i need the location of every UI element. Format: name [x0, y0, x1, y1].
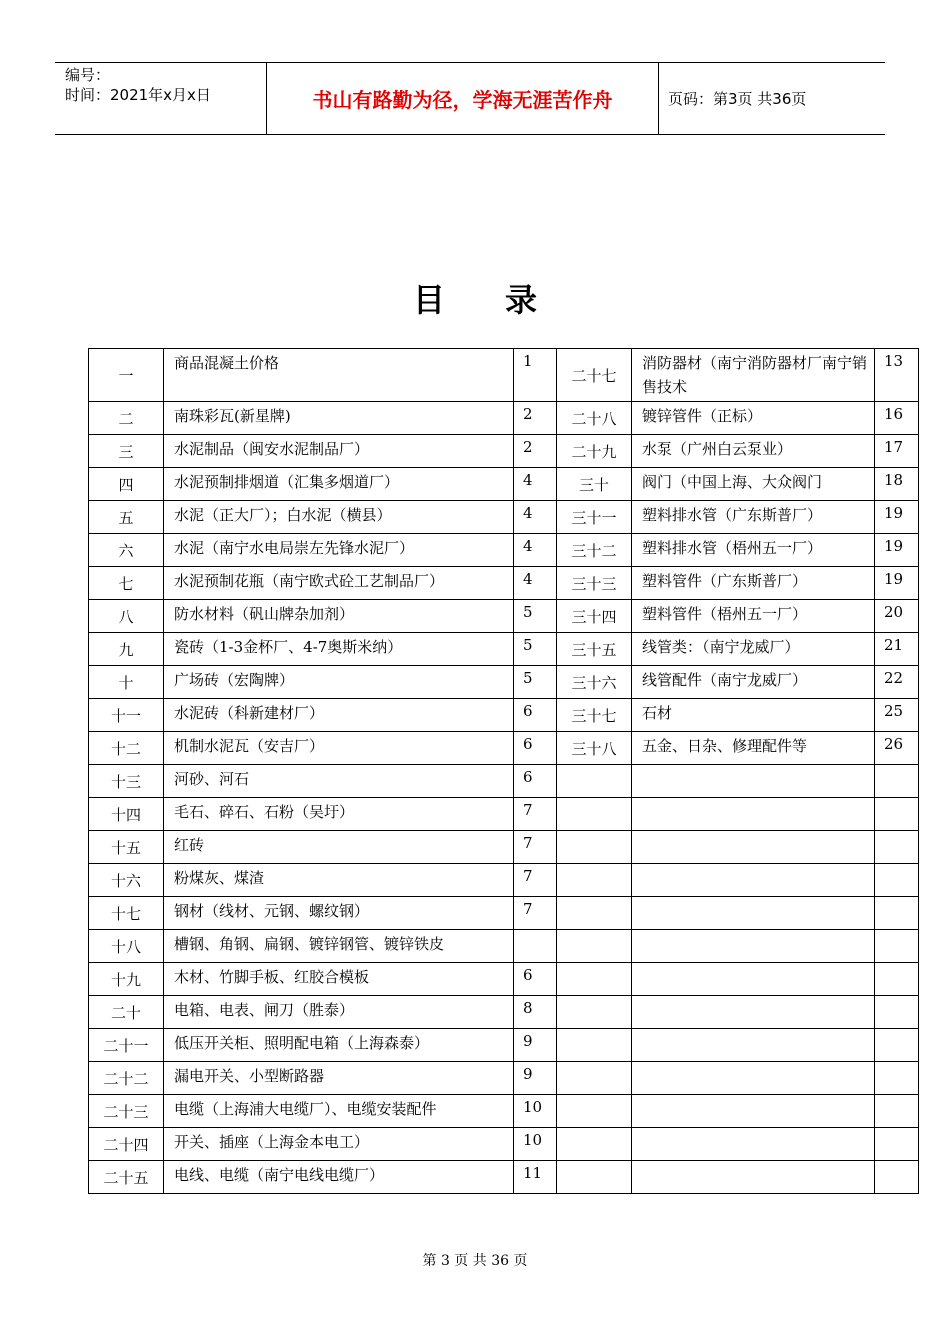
toc-section-number: 八 — [89, 600, 164, 633]
toc-entry-title: 水泥预制花瓶（南宁欧式砼工艺制品厂） — [164, 567, 514, 600]
toc-section-number: 三十一 — [557, 501, 632, 534]
toc-row — [89, 534, 919, 567]
toc-entry-title: 水泥制品（闽安水泥制品厂） — [164, 435, 514, 468]
toc-page-number: 6 — [514, 732, 557, 765]
toc-section-number — [557, 864, 632, 897]
toc-entry-title: 南珠彩瓦(新星牌) — [164, 402, 514, 435]
toc-section-number: 二十三 — [89, 1095, 164, 1128]
toc-row — [89, 963, 919, 996]
toc-section-number: 十七 — [89, 897, 164, 930]
toc-entry-title: 消防器材（南宁消防器材厂南宁销售技术 — [632, 349, 875, 402]
toc-section-number — [557, 963, 632, 996]
toc-entry-title — [632, 864, 875, 897]
toc-entry-title — [632, 1128, 875, 1161]
toc-entry-title: 电缆（上海浦大电缆厂）、电缆安装配件 — [164, 1095, 514, 1128]
toc-entry-title — [632, 930, 875, 963]
toc-entry-title: 开关、插座（上海金本电工） — [164, 1128, 514, 1161]
toc-row — [89, 1029, 919, 1062]
toc-page-number — [875, 996, 919, 1029]
toc-page-number — [875, 864, 919, 897]
toc-section-number — [557, 996, 632, 1029]
toc-page-number: 8 — [514, 996, 557, 1029]
toc-page-number — [875, 798, 919, 831]
toc-section-number: 九 — [89, 633, 164, 666]
toc-page-number: 6 — [514, 765, 557, 798]
page-header — [55, 62, 885, 135]
header-time-label: 时间：2021年x月x日 — [65, 86, 211, 104]
toc-section-number: 十二 — [89, 732, 164, 765]
toc-section-number: 二十五 — [89, 1161, 164, 1194]
toc-section-number: 十八 — [89, 930, 164, 963]
toc-row — [89, 402, 919, 435]
toc-section-number: 十六 — [89, 864, 164, 897]
toc-section-number: 二 — [89, 402, 164, 435]
toc-section-number — [557, 1062, 632, 1095]
toc-section-number: 七 — [89, 567, 164, 600]
toc-section-number: 三十二 — [557, 534, 632, 567]
toc-section-number: 四 — [89, 468, 164, 501]
toc-entry-title: 水泥（南宁水电局崇左先锋水泥厂） — [164, 534, 514, 567]
toc-page-number: 19 — [875, 534, 919, 567]
toc-page-number: 20 — [875, 600, 919, 633]
toc-page-number: 11 — [514, 1161, 557, 1194]
header-motto: 书山有路勤为径，学海无涯苦作舟 — [312, 88, 613, 112]
toc-section-number: 二十七 — [557, 349, 632, 402]
toc-entry-title: 石材 — [632, 699, 875, 732]
toc-page-number: 7 — [514, 798, 557, 831]
toc-section-number — [557, 1029, 632, 1062]
toc-section-number: 十 — [89, 666, 164, 699]
toc-entry-title: 毛石、碎石、石粉（吴圩） — [164, 798, 514, 831]
header-meta — [65, 65, 265, 105]
toc-entry-title: 商品混凝土价格 — [164, 349, 514, 402]
page-footer: 第 3 页 共 36 页 — [422, 1253, 528, 1269]
toc-page-number: 4 — [514, 468, 557, 501]
toc-section-number: 六 — [89, 534, 164, 567]
toc-page-number: 7 — [514, 897, 557, 930]
toc-entry-title — [632, 897, 875, 930]
toc-entry-title: 塑料排水管（广东斯普厂） — [632, 501, 875, 534]
toc-page-number: 10 — [514, 1095, 557, 1128]
toc-page-number — [514, 930, 557, 963]
toc-entry-title: 河砂、河石 — [164, 765, 514, 798]
toc-entry-title: 水泵（广州白云泵业） — [632, 435, 875, 468]
header-divider — [658, 63, 659, 134]
toc-section-number: 二十一 — [89, 1029, 164, 1062]
toc-entry-title — [632, 1095, 875, 1128]
toc-row — [89, 349, 919, 402]
toc-section-number: 三十八 — [557, 732, 632, 765]
toc-page-number: 19 — [875, 501, 919, 534]
toc-section-number: 二十二 — [89, 1062, 164, 1095]
toc-entry-title: 红砖 — [164, 831, 514, 864]
toc-section-number: 三十三 — [557, 567, 632, 600]
toc-table — [88, 348, 919, 1194]
toc-row — [89, 666, 919, 699]
toc-row — [89, 468, 919, 501]
toc-entry-title: 线管配件（南宁龙威厂） — [632, 666, 875, 699]
toc-row — [89, 930, 919, 963]
toc-section-number: 十五 — [89, 831, 164, 864]
toc-section-number: 五 — [89, 501, 164, 534]
toc-page-number: 9 — [514, 1062, 557, 1095]
toc-page-number: 9 — [514, 1029, 557, 1062]
toc-section-number: 十四 — [89, 798, 164, 831]
toc-entry-title: 塑料排水管（梧州五一厂） — [632, 534, 875, 567]
toc-row — [89, 435, 919, 468]
toc-row — [89, 567, 919, 600]
toc-page-number — [875, 963, 919, 996]
toc-page-number — [875, 1029, 919, 1062]
toc-section-number: 三十七 — [557, 699, 632, 732]
toc-entry-title — [632, 831, 875, 864]
toc-section-number: 十三 — [89, 765, 164, 798]
toc-page-number — [875, 1062, 919, 1095]
toc-page-number: 4 — [514, 534, 557, 567]
toc-page-number: 26 — [875, 732, 919, 765]
toc-section-number: 十一 — [89, 699, 164, 732]
toc-page-number: 5 — [514, 600, 557, 633]
toc-page-number: 4 — [514, 567, 557, 600]
toc-section-number: 二十九 — [557, 435, 632, 468]
toc-page-number: 10 — [514, 1128, 557, 1161]
toc-entry-title: 电箱、电表、闸刀（胜泰） — [164, 996, 514, 1029]
toc-page-number: 19 — [875, 567, 919, 600]
toc-entry-title: 低压开关柜、照明配电箱（上海森泰） — [164, 1029, 514, 1062]
toc-section-number: 三十四 — [557, 600, 632, 633]
toc-section-number — [557, 1161, 632, 1194]
toc-page-number: 1 — [514, 349, 557, 402]
toc-entry-title: 钢材（线材、元钢、螺纹钢） — [164, 897, 514, 930]
toc-section-number: 二十四 — [89, 1128, 164, 1161]
toc-row — [89, 831, 919, 864]
toc-entry-title — [632, 1161, 875, 1194]
toc-entry-title — [632, 1062, 875, 1095]
toc-page-number: 4 — [514, 501, 557, 534]
toc-row — [89, 996, 919, 1029]
toc-section-number — [557, 831, 632, 864]
toc-section-number — [557, 798, 632, 831]
toc-row — [89, 1095, 919, 1128]
toc-entry-title: 漏电开关、小型断路器 — [164, 1062, 514, 1095]
page-title: 目录 — [412, 281, 597, 319]
toc-page-number — [875, 930, 919, 963]
toc-row — [89, 1128, 919, 1161]
toc-row — [89, 864, 919, 897]
toc-section-number: 二十 — [89, 996, 164, 1029]
toc-row — [89, 633, 919, 666]
toc-page-number: 17 — [875, 435, 919, 468]
toc-page-number: 5 — [514, 666, 557, 699]
toc-page-number: 25 — [875, 699, 919, 732]
toc-entry-title: 塑料管件（广东斯普厂） — [632, 567, 875, 600]
toc-section-number — [557, 1095, 632, 1128]
toc-entry-title: 塑料管件（梧州五一厂） — [632, 600, 875, 633]
toc-entry-title — [632, 798, 875, 831]
toc-entry-title — [632, 765, 875, 798]
toc-section-number: 三 — [89, 435, 164, 468]
toc-page-number: 7 — [514, 864, 557, 897]
toc-section-number: 三十六 — [557, 666, 632, 699]
toc-body — [89, 349, 919, 1194]
toc-row — [89, 765, 919, 798]
toc-row — [89, 600, 919, 633]
toc-page-number — [875, 765, 919, 798]
toc-page-number: 18 — [875, 468, 919, 501]
toc-section-number — [557, 897, 632, 930]
toc-section-number — [557, 1128, 632, 1161]
toc-entry-title: 槽钢、角钢、扁钢、镀锌钢管、镀锌铁皮 — [164, 930, 514, 963]
toc-entry-title: 线管类：（南宁龙威厂） — [632, 633, 875, 666]
toc-page-number: 22 — [875, 666, 919, 699]
toc-entry-title: 水泥（正大厂）；白水泥（横县） — [164, 501, 514, 534]
toc-page-number: 21 — [875, 633, 919, 666]
toc-entry-title — [632, 996, 875, 1029]
toc-entry-title: 水泥预制排烟道（汇集多烟道厂） — [164, 468, 514, 501]
toc-entry-title: 电线、电缆（南宁电线电缆厂） — [164, 1161, 514, 1194]
toc-section-number — [557, 930, 632, 963]
toc-entry-title: 粉煤灰、煤渣 — [164, 864, 514, 897]
toc-entry-title: 镀锌管件（正标） — [632, 402, 875, 435]
toc-entry-title — [632, 1029, 875, 1062]
toc-row — [89, 501, 919, 534]
toc-entry-title: 水泥砖（科新建材厂） — [164, 699, 514, 732]
toc-section-number — [557, 765, 632, 798]
toc-section-number: 一 — [89, 349, 164, 402]
header-page-info: 页码：第3页 共36页 — [668, 90, 807, 108]
toc-page-number: 6 — [514, 699, 557, 732]
toc-section-number: 二十八 — [557, 402, 632, 435]
toc-entry-title — [632, 963, 875, 996]
toc-page-number: 13 — [875, 349, 919, 402]
toc-row — [89, 732, 919, 765]
toc-page-number: 2 — [514, 402, 557, 435]
toc-page-number — [875, 1128, 919, 1161]
toc-row — [89, 1161, 919, 1194]
toc-entry-title: 广场砖（宏陶牌） — [164, 666, 514, 699]
toc-page-number: 7 — [514, 831, 557, 864]
toc-row — [89, 798, 919, 831]
toc-page-number: 16 — [875, 402, 919, 435]
toc-entry-title: 木材、竹脚手板、红胶合模板 — [164, 963, 514, 996]
toc-row — [89, 1062, 919, 1095]
toc-page-number: 5 — [514, 633, 557, 666]
toc-row — [89, 897, 919, 930]
toc-section-number: 三十五 — [557, 633, 632, 666]
toc-entry-title: 五金、日杂、修理配件等 — [632, 732, 875, 765]
toc-section-number: 三十 — [557, 468, 632, 501]
toc-page-number — [875, 831, 919, 864]
toc-page-number — [875, 1161, 919, 1194]
toc-row — [89, 699, 919, 732]
toc-page-number — [875, 897, 919, 930]
toc-section-number: 十九 — [89, 963, 164, 996]
toc-page-number — [875, 1095, 919, 1128]
toc-entry-title: 防水材料（矾山牌杂加剂） — [164, 600, 514, 633]
toc-entry-title: 机制水泥瓦（安吉厂） — [164, 732, 514, 765]
toc-entry-title: 瓷砖（1-3金杯厂、4-7奥斯米纳） — [164, 633, 514, 666]
toc-entry-title: 阀门（中国上海、大众阀门 — [632, 468, 875, 501]
header-code-label: 编号： — [65, 66, 111, 84]
toc-page-number: 2 — [514, 435, 557, 468]
toc-page-number: 6 — [514, 963, 557, 996]
